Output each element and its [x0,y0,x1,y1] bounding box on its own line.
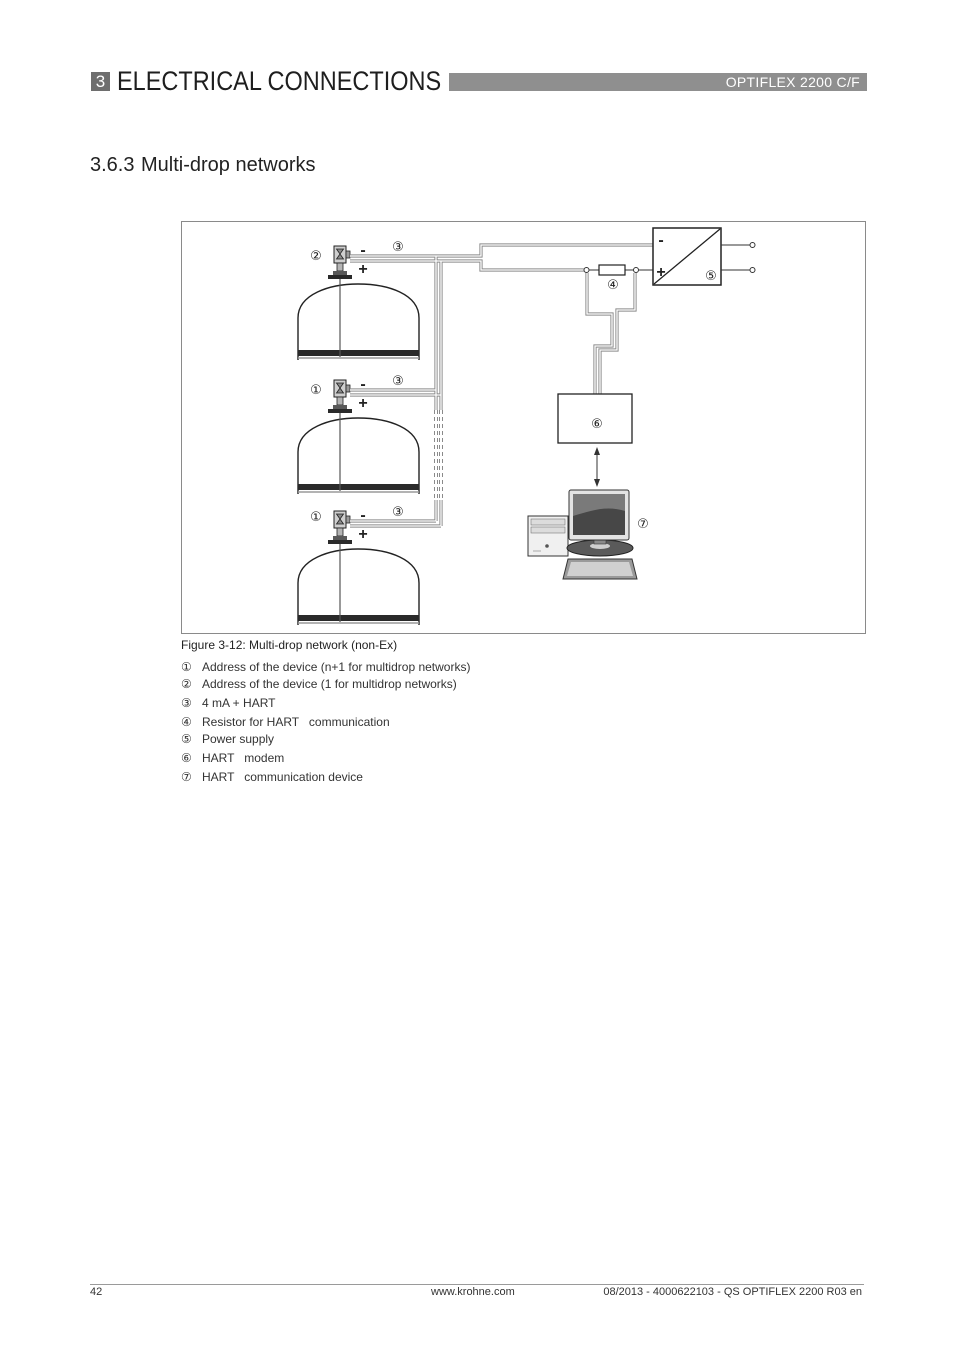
device-1-marker: ② [310,249,322,264]
device-3-signal-marker: ③ [392,505,404,520]
modem-computer-link [594,447,600,487]
footer-doc-reference: 08/2013 - 4000622103 - QS OPTIFLEX 2200 R03 en [603,1286,862,1298]
legend-marker: ② [181,677,192,691]
device-2-plus-label: + [358,395,368,412]
legend-item [181,696,581,710]
header-bar [449,73,867,91]
legend-item [181,770,581,784]
power-supply-minus-label: - [658,232,664,249]
legend-marker: ⑤ [181,732,192,746]
legend-text: HART communication device [202,770,363,784]
device-2-minus-label: - [360,376,366,393]
computer-icon [528,490,637,579]
legend-text: Resistor for HART communication [202,715,390,729]
legend-item [181,677,581,691]
section-title: Multi-drop networks [141,154,316,176]
footer-website: www.krohne.com [431,1286,515,1298]
device-3-plus-label: + [358,526,368,543]
footer-divider [90,1284,864,1285]
device-2-marker: ① [310,383,322,398]
legend-marker: ④ [181,715,192,729]
device-1-plus-label: + [358,261,368,278]
power-supply-marker: ⑤ [705,269,717,284]
legend-text: HART modem [202,751,285,765]
power-supply-plus-label: + [656,264,666,281]
legend-text: 4 mA + HART [202,696,276,710]
legend-item [181,715,581,729]
legend-text: Address of the device (n+1 for multidrop networks) [202,660,471,674]
device-3-minus-label: - [360,507,366,524]
computer-marker: ⑦ [637,517,649,532]
figure-caption: Figure 3-12: Multi-drop network (non-Ex) [181,638,398,652]
product-name: OPTIFLEX 2200 C/F [725,74,860,90]
legend-marker: ⑥ [181,751,192,765]
power-supply [653,228,755,285]
resistor-marker: ④ [607,278,619,293]
section-number: 3.6.3 [90,154,135,176]
legend-marker: ① [181,660,192,674]
legend-text: Power supply [202,732,275,746]
legend-item [181,660,581,674]
device-3-marker: ① [310,510,322,525]
legend-item [181,732,581,746]
device-1-minus-label: - [360,242,366,259]
hart-resistor [584,265,653,275]
legend-item [181,751,581,765]
legend-text: Address of the device (1 for multidrop networks) [202,677,457,691]
legend-marker: ⑦ [181,770,192,784]
modem-marker: ⑥ [591,417,603,432]
device-2-signal-marker: ③ [392,374,404,389]
page-number: 42 [90,1286,103,1298]
device-1-signal-marker: ③ [392,240,404,255]
legend-marker: ③ [181,696,192,710]
chapter-title: ELECTRICAL CONNECTIONS [117,66,442,96]
multidrop-network-diagram [181,221,865,633]
chapter-number-box: 3 [91,72,110,91]
